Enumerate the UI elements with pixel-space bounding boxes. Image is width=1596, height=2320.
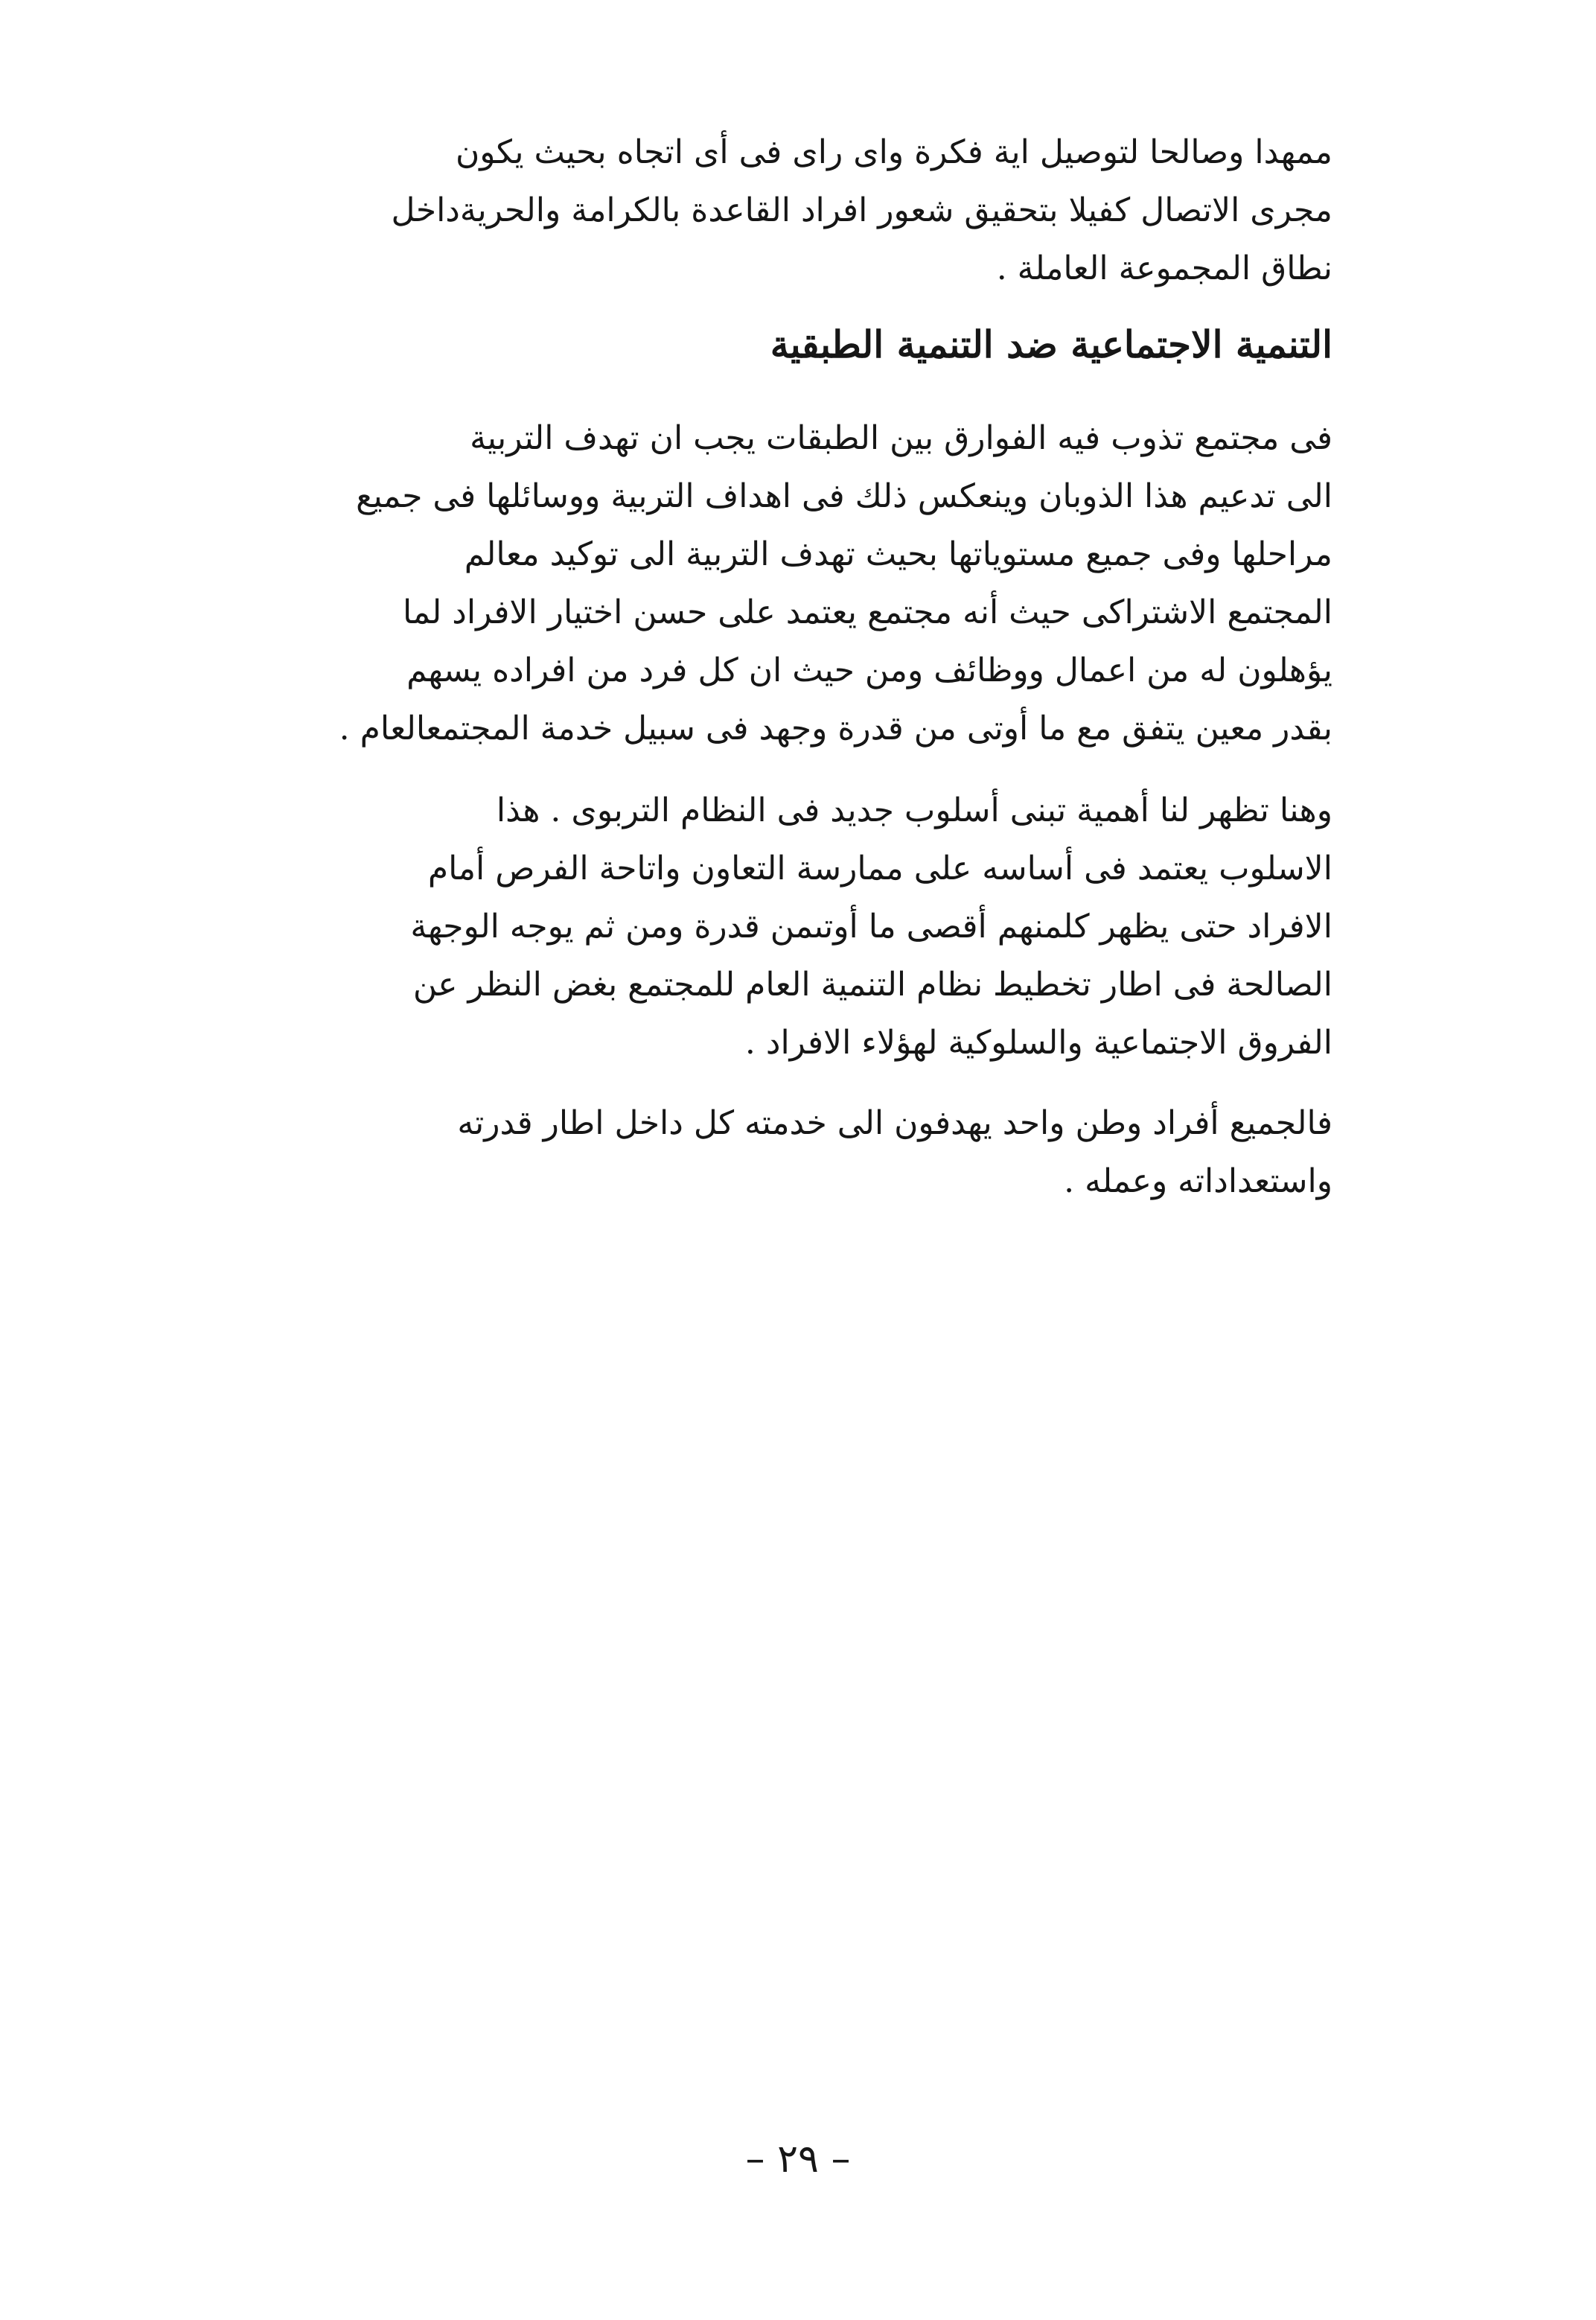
text-line: مجرى الاتصال كفيلا بتحقيق شعور افراد القاعدة بالكرامة والحريةداخل	[391, 191, 1332, 229]
section-heading: التنمية الاجتماعية ضد التنمية الطبقية	[770, 322, 1332, 366]
text-line: المجتمع الاشتراكى حيث أنه مجتمع يعتمد على حسن اختيار الافراد لما	[403, 593, 1332, 631]
text-line: الفروق الاجتماعية والسلوكية لهؤلاء الافراد .	[744, 1024, 1332, 1062]
text-line: وهنا تظهر لنا أهمية تبنى أسلوب جديد فى النظام التربوى . هذا	[496, 791, 1332, 829]
text-line: مراحلها وفى جميع مستوياتها بحيث تهدف التربية الى توكيد معالم	[464, 535, 1332, 573]
text-line: نطاق المجموعة العاملة .	[996, 249, 1332, 287]
text-line: فى مجتمع تذوب فيه الفوارق بين الطبقات يجب ان تهدف التربية	[470, 419, 1332, 457]
text-line: واستعداداته وعمله .	[1064, 1162, 1332, 1200]
text-line: بقدر معين يتفق مع ما أوتى من قدرة وجهد فى سبيل خدمة المجتمعالعام .	[339, 710, 1332, 748]
paragraph-opening	[238, 124, 1332, 298]
text-line: الافراد حتى يظهر كلمنهم أقصى ما أوتىمن قدرة ومن ثم يوجه الوجهة	[410, 908, 1332, 946]
text-line: الصالحة فى اطار تخطيط نظام التنمية العام للمجتمع بغض النظر عن	[412, 966, 1332, 1004]
text-line: يؤهلون له من اعمال ووظائف ومن حيث ان كل فرد من افراده يسهم	[406, 651, 1332, 689]
text-line: الى تدعيم هذا الذوبان وينعكس ذلك فى اهداف التربية ووسائلها فى جميع	[356, 477, 1332, 515]
page-number: – ٢٩ –	[745, 2137, 851, 2182]
paragraph-closing	[238, 1094, 1332, 1211]
text-line: ممهدا وصالحا لتوصيل اية فكرة واى راى فى أى اتجاه بحيث يكون	[455, 133, 1332, 171]
text-line: الاسلوب يعتمد فى أساسه على ممارسة التعاون واتاحة الفرص أمام	[427, 850, 1332, 887]
text-line: فالجميع أفراد وطن واحد يهدفون الى خدمته كل داخل اطار قدرته	[457, 1104, 1332, 1142]
paragraph-new-method	[238, 782, 1332, 1072]
paragraph-classless-society	[238, 409, 1332, 758]
